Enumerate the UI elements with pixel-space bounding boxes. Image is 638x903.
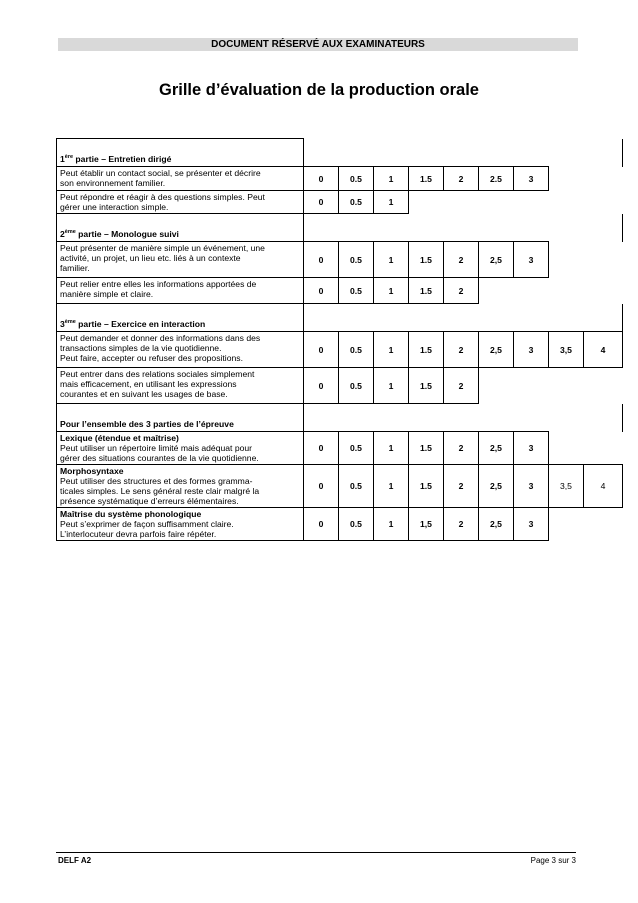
empty-cell (584, 242, 623, 278)
section-heading (57, 139, 304, 167)
criterion-row (57, 167, 623, 191)
score-option[interactable]: 3 (514, 242, 549, 278)
score-option[interactable]: 0 (304, 242, 339, 278)
criterion-text-line: présence systématique d’erreurs élémentaires. (60, 496, 239, 506)
criterion-title: Lexique (étendue et maîtrise) (60, 433, 179, 443)
score-option[interactable]: 1.5 (409, 278, 444, 304)
footer-exam-name: DELF A2 (58, 856, 92, 865)
score-option[interactable]: 2 (444, 432, 479, 465)
empty-cell (514, 368, 549, 404)
criterion-description (57, 368, 304, 404)
criterion-description (57, 191, 304, 214)
score-option[interactable]: 0 (304, 432, 339, 465)
score-option[interactable]: 3 (514, 465, 549, 508)
score-option[interactable]: 1,5 (409, 508, 444, 541)
score-option[interactable]: 1.5 (409, 332, 444, 368)
criterion-row (57, 508, 623, 541)
score-option[interactable]: 4 (584, 332, 623, 368)
score-option[interactable]: 2 (444, 167, 479, 191)
criterion-text-line: Peut demander et donner des informations dans des (60, 333, 261, 343)
score-option[interactable]: 3 (514, 167, 549, 191)
empty-cell (549, 278, 584, 304)
score-option[interactable]: 1.5 (409, 368, 444, 404)
evaluation-grid (56, 138, 622, 541)
section-number: 2 (60, 229, 65, 239)
score-option[interactable]: 1.5 (409, 242, 444, 278)
score-option[interactable]: 1 (374, 332, 409, 368)
score-option[interactable]: 3 (514, 508, 549, 541)
empty-cell (584, 278, 623, 304)
criterion-row (57, 332, 623, 368)
criterion-text-line: Peut faire, accepter ou refuser des propositions. (60, 353, 243, 363)
score-option[interactable]: 2 (444, 332, 479, 368)
criterion-text-line: familier. (60, 263, 90, 273)
empty-cell (584, 191, 623, 214)
score-option[interactable]: 2 (444, 368, 479, 404)
criterion-description (57, 465, 304, 508)
criterion-text-line: gérer des situations courantes de la vie quotidienne. (60, 453, 259, 463)
score-option[interactable]: 0.5 (339, 432, 374, 465)
score-option[interactable]: 1 (374, 278, 409, 304)
criterion-text-line: manière simple et claire. (60, 289, 154, 299)
score-option[interactable]: 1 (374, 432, 409, 465)
criterion-row (57, 191, 623, 214)
criterion-row (57, 368, 623, 404)
empty-cell (549, 432, 584, 465)
empty-cell (514, 278, 549, 304)
criterion-description (57, 432, 304, 465)
score-option[interactable]: 2.5 (479, 167, 514, 191)
section-heading-spacer (304, 304, 623, 332)
section-label: partie – Exercice en interaction (75, 319, 206, 329)
empty-cell (584, 368, 623, 404)
footer-page-number: Page 3 sur 3 (530, 856, 576, 865)
criterion-text-line: Peut relier entre elles les informations apportées de (60, 279, 257, 289)
section-heading-spacer (304, 214, 623, 242)
score-option[interactable]: 2 (444, 508, 479, 541)
score-option[interactable]: 2,5 (479, 242, 514, 278)
criterion-text-line: transactions simples de la vie quotidienne. (60, 343, 222, 353)
criterion-row (57, 278, 623, 304)
score-option[interactable]: 2 (444, 465, 479, 508)
criterion-row (57, 465, 623, 508)
score-option[interactable]: 0 (304, 332, 339, 368)
score-option[interactable]: 4 (584, 465, 623, 508)
score-option[interactable]: 0 (304, 368, 339, 404)
empty-cell (549, 191, 584, 214)
empty-cell (479, 278, 514, 304)
page-title: Grille d’évaluation de la production orale (159, 81, 479, 99)
criterion-text-line: Peut établir un contact social, se présenter et décrire (60, 168, 261, 178)
score-option[interactable]: 0 (304, 191, 339, 214)
score-option[interactable]: 2,5 (479, 508, 514, 541)
score-option[interactable]: 1.5 (409, 432, 444, 465)
score-option[interactable]: 0 (304, 278, 339, 304)
score-option[interactable]: 3,5 (549, 332, 584, 368)
criterion-text-line: gérer une interaction simple. (60, 202, 169, 212)
score-option[interactable]: 2 (444, 242, 479, 278)
criterion-text-line: activité, un projet, un lieu etc. liés à un contexte (60, 253, 241, 263)
score-option[interactable]: 0 (304, 167, 339, 191)
criterion-text-line: Peut utiliser un répertoire limité mais adéquat pour (60, 443, 253, 453)
section-heading (57, 214, 304, 242)
criterion-text-line: Peut entrer dans des relations sociales simplement (60, 369, 255, 379)
section-number: 3 (60, 319, 65, 329)
section-label: partie – Monologue suivi (75, 229, 179, 239)
section-ordinal-suffix: ère (64, 154, 74, 161)
criterion-text-line: ticales simples. Le sens général reste clair malgré la (60, 486, 260, 496)
criterion-description (57, 332, 304, 368)
section-number: 1 (60, 154, 65, 164)
criterion-description (57, 242, 304, 278)
score-option[interactable]: 1 (374, 508, 409, 541)
section-heading (57, 304, 304, 332)
score-option[interactable]: 1 (374, 368, 409, 404)
score-option[interactable]: 0.5 (339, 368, 374, 404)
criterion-row (57, 242, 623, 278)
score-option[interactable]: 2,5 (479, 432, 514, 465)
reserved-banner: DOCUMENT RÉSERVÉ AUX EXAMINATEURS (58, 38, 578, 51)
criterion-title: Maîtrise du système phonologique (60, 509, 202, 519)
section-ordinal-suffix: ème (64, 319, 76, 326)
section-label: Pour l’ensemble des 3 parties de l’épreuve (60, 419, 234, 429)
criterion-text-line: mais efficacement, en utilisant les expressions (60, 379, 237, 389)
criterion-title: Morphosyntaxe (60, 466, 124, 476)
score-option[interactable]: 1 (374, 167, 409, 191)
score-option[interactable]: 3 (514, 332, 549, 368)
criterion-description (57, 278, 304, 304)
score-option[interactable]: 1.5 (409, 465, 444, 508)
score-option[interactable]: 0.5 (339, 191, 374, 214)
empty-cell (444, 191, 479, 214)
score-option[interactable]: 0 (304, 465, 339, 508)
empty-cell (514, 191, 549, 214)
section-heading-spacer (304, 404, 623, 432)
empty-cell (584, 432, 623, 465)
footer-rule (56, 852, 576, 853)
score-option[interactable]: 0.5 (339, 465, 374, 508)
score-option[interactable]: 1 (374, 242, 409, 278)
criterion-description (57, 508, 304, 541)
section-label: partie – Entretien dirigé (73, 154, 172, 164)
score-option[interactable]: 0.5 (339, 167, 374, 191)
criterion-text-line: son environnement familier. (60, 178, 166, 188)
score-option[interactable]: 2,5 (479, 332, 514, 368)
criterion-text-line: Peut utiliser des structures et des formes gramma- (60, 476, 253, 486)
criterion-text-line: courantes et en suivant les usages de base. (60, 389, 228, 399)
empty-cell (584, 167, 623, 191)
score-option[interactable]: 2,5 (479, 465, 514, 508)
section-heading (57, 404, 304, 432)
section-ordinal-suffix: ème (64, 229, 76, 236)
criterion-text-line: Peut répondre et réagir à des questions simples. Peut (60, 192, 265, 202)
score-option[interactable]: 0.5 (339, 278, 374, 304)
empty-cell (549, 167, 584, 191)
criterion-text-line: Peut s’exprimer de façon suffisamment claire. (60, 519, 234, 529)
score-option[interactable]: 1 (374, 465, 409, 508)
empty-cell (409, 191, 444, 214)
score-option[interactable]: 3,5 (549, 465, 584, 508)
score-option[interactable]: 0.5 (339, 242, 374, 278)
score-option[interactable]: 2 (444, 278, 479, 304)
score-option[interactable]: 3 (514, 432, 549, 465)
criterion-text-line: Peut présenter de manière simple un événement, une (60, 243, 265, 253)
criterion-row (57, 432, 623, 465)
criterion-description (57, 167, 304, 191)
score-option[interactable]: 1.5 (409, 167, 444, 191)
evaluation-table (56, 138, 623, 541)
score-option[interactable]: 0 (304, 508, 339, 541)
empty-cell (584, 508, 623, 541)
empty-cell (479, 191, 514, 214)
empty-cell (479, 368, 514, 404)
empty-cell (549, 242, 584, 278)
empty-cell (549, 508, 584, 541)
section-heading-spacer (304, 139, 623, 167)
score-option[interactable]: 0.5 (339, 508, 374, 541)
criterion-text-line: L’interlocuteur devra parfois faire répéter. (60, 529, 217, 539)
score-option[interactable]: 1 (374, 191, 409, 214)
score-option[interactable]: 0.5 (339, 332, 374, 368)
empty-cell (549, 368, 584, 404)
